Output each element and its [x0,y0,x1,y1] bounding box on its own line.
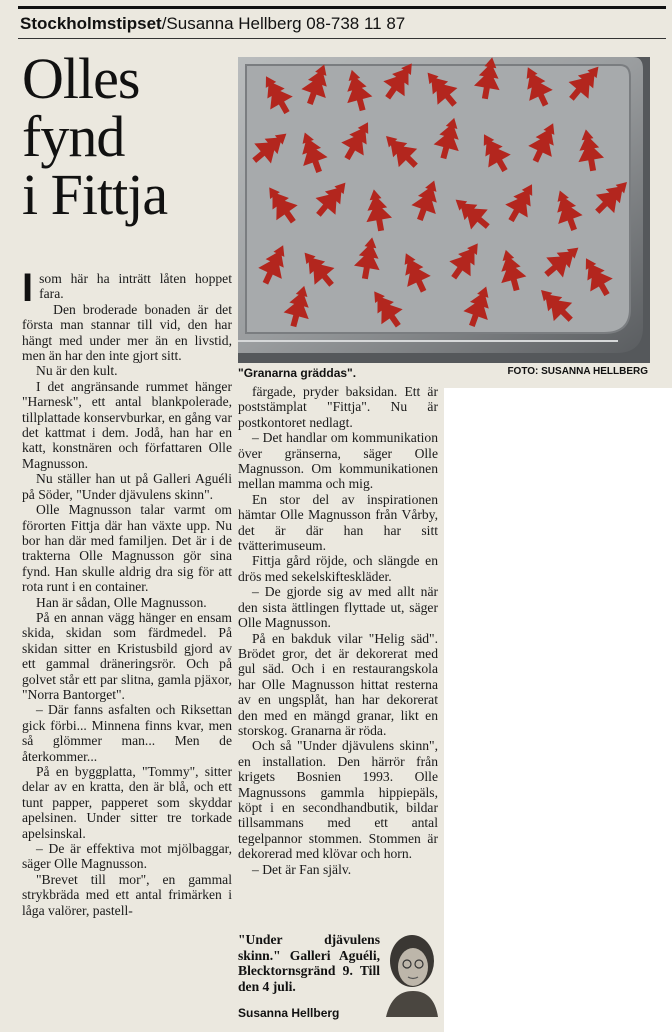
article-paragraph [22,363,232,378]
headline-line-2: fynd [22,104,125,169]
article-paragraph [22,764,232,841]
article-paragraph [238,584,438,630]
article-photo [238,57,650,363]
article-column-1 [22,266,232,918]
article-paragraph [238,631,438,739]
article-paragraph [238,862,438,877]
photo-credit: FOTO: SUSANNA HELLBERG [507,366,648,377]
paragraph-text: färgade, pryder baksidan. Ett är poststämplat "Fittja". Nu är postkontoret nedlagt. [238,384,438,430]
paragraph-text: Den broderade bonaden är det första man stannar till vid, den har hängt med under mer än en livstid, men än har den inte gjort sitt. [22,301,232,364]
paragraph-text: – De gjorde sig av med allt när den sista ättlingen flyttade ut, säger Olle Magnusson. [238,584,438,631]
paragraph-text: I det angränsande rummet hänger "Harnesk", ett antal blankpolerade, tillplattade konservburkar, en gång var det kattmat i dem. Jodå, han har en katt, konstnären och författaren Olle Magnusson. [22,378,232,471]
paragraph-text: Olle Magnusson talar varmt om förorten Fittja där han växte upp. Nu bor han där med familjen. Det är i de trakterna Olle Magnusson gör sina fynd. Han skulle aldrig dra sig för att rota runt i en container. [22,502,232,595]
paragraph-text: På en annan vägg hänger en ensam skida, skidan som färdmedel. På skidan sitter en Kristusbild gjord av ett gammal dräneringsrör. Och på golvet står ett par slitna, gamla pjäxor, "Norra Bantorget". [22,609,232,702]
article-paragraph [22,610,232,702]
paragraph-text: – Där fanns asfalten och Riksettan gick förbi... Minnena finns kvar, men så glömmer man... Men de återkommer... [22,702,232,764]
portrait-image [382,925,440,1017]
paragraph-text: Nu ställer han ut på Galleri Aguéli på Söder, "Under djävulens skinn". [22,471,232,502]
paragraph-text: som här ha inträtt låten hoppet fara. [39,271,232,302]
article-paragraph [22,702,232,764]
article-paragraph [238,430,438,492]
article-paragraph [22,266,232,310]
article-paragraph [238,384,438,430]
paragraph-text: Han är sådan, Olle Magnusson. [36,594,207,610]
article-paragraph [22,502,232,594]
paragraph-text: Fittja gård röjde, och slängde en drös med sekelskifteskläder. [238,553,438,584]
paragraph-text: – Det handlar om kommunikation över gränserna, säger Olle Magnusson. Om kommunikationen mellan mamma och mig. [238,430,438,492]
top-rule [18,6,666,9]
article-paragraph [238,738,438,861]
headline-line-3: i Fittja [22,162,168,227]
article-paragraph [22,379,232,471]
header-byline-contact: /Susanna Hellberg 08-738 11 87 [161,14,406,33]
author-byline: Susanna Hellberg [238,1006,340,1020]
paragraph-text: – De är effektiva mot mjölbaggar, säger Olle Magnusson. [22,841,232,872]
paragraph-text: "Brevet till mor", en gammal strykbräda med ett antal frimärken i låga valörer, pastell- [22,871,232,918]
paragraph-text: Och så "Under djävulens skinn", en installation. Den härrör från krigets Bosnien 1993. Olle Magnussons gammla hippiepäls, köpt i en secondhandbutik, bildar tillsammans med ett antal tegelpannor stommen. Stommen är dekorerad med klövar och horn. [238,738,438,862]
article-paragraph [22,872,232,918]
paragraph-text: En stor del av inspirationen hämtar Olle Magnusson från Vårby, det är där han har sitt tvätterimuseum. [238,491,438,554]
photo-caption: "Granarna gräddas". [238,366,357,380]
section-header [20,14,405,34]
article-paragraph [22,302,232,364]
article-paragraph [22,471,232,502]
author-portrait [382,925,440,1017]
article-paragraph [238,492,438,554]
article-column-2 [238,384,438,877]
header-rule [18,38,666,39]
article-paragraph [22,595,232,610]
exhibition-info: "Under djävulens skinn." Galleri Aguéli, Blecktornsgränd 9. Till den 4 juli. [238,932,380,994]
article-paragraph [238,553,438,584]
section-name: Stockholmstipset [20,14,162,33]
paragraph-text: – Det är Fan själv. [252,861,352,877]
baking-tray-illustration [238,57,650,363]
paragraph-text: Nu är den kult. [36,363,118,379]
drop-cap: I [22,266,34,310]
paragraph-text: På en bakduk vilar "Helig säd". Brödet gror, det är dekorerat med gul säd. Och i en restaurangskola har Olle Magnusson hittat resterna av en ungsplåt, han har dekorerat den med en mängd granar, likt en storskog. Granarna är röda. [238,630,438,738]
paragraph-text: På en byggplatta, "Tommy", sitter delar av en kratta, den är blå, och ett tunt papper, papperet som skyddar apelsinen. Under sitter tre torkade apelsinskal. [22,764,232,841]
article-paragraph [22,841,232,872]
headline [22,46,232,227]
headline-line-1: Olles [22,46,140,111]
